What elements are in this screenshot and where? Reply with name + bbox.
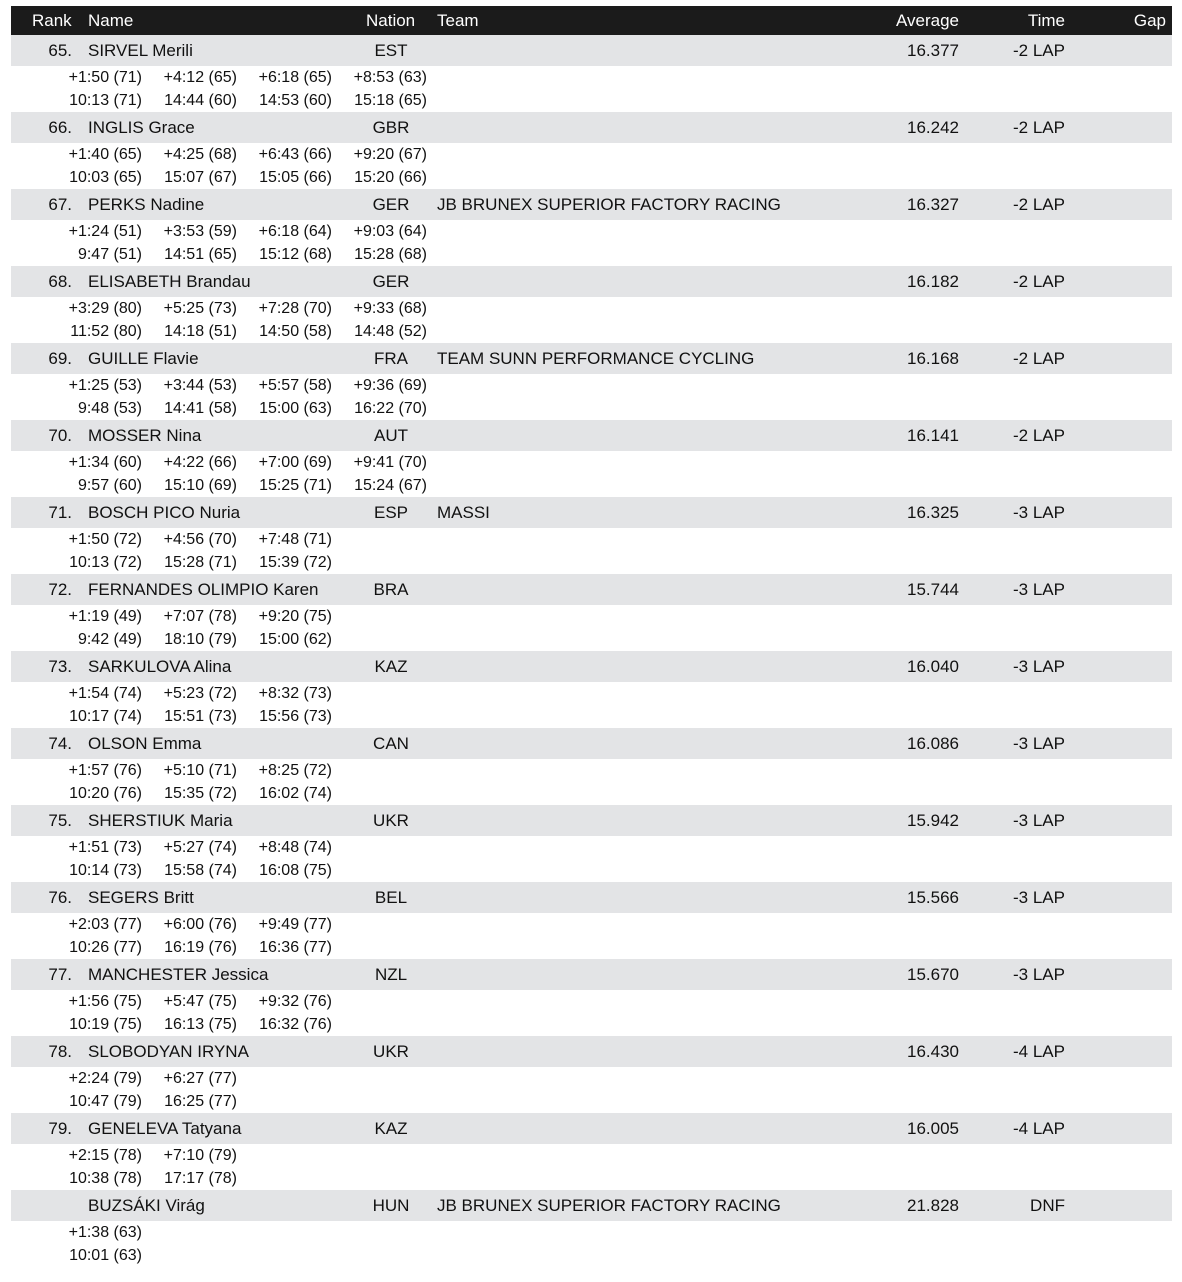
rider-nation: GBR [372, 118, 410, 137]
split-value: +1:19 (49) [68, 608, 142, 625]
split-lap-line [11, 782, 611, 806]
rider-name: MANCHESTER Jessica [88, 965, 269, 984]
split-value: 15:20 (66) [354, 169, 427, 186]
split-value: +4:56 (70) [163, 531, 237, 548]
split-value: +1:50 (71) [68, 69, 142, 86]
table-row [11, 189, 1172, 220]
split-value: 18:10 (79) [164, 631, 237, 648]
split-value: 16:22 (70) [354, 400, 427, 417]
rider-time: -3 LAP [1013, 503, 1065, 522]
rider-entry [11, 574, 1172, 651]
split-value: 14:44 (60) [164, 92, 237, 109]
header-gap: Gap [1133, 11, 1166, 30]
rider-nation: CAN [373, 734, 409, 753]
split-value: 16:25 (77) [164, 1093, 237, 1110]
rider-team: JB BRUNEX SUPERIOR FACTORY RACING [437, 195, 781, 214]
split-value: 15:05 (66) [259, 169, 332, 186]
rider-time: -3 LAP [1013, 734, 1065, 753]
table-row [11, 1113, 1172, 1144]
header-time: Time [1027, 11, 1065, 30]
rider-name: BUZSÁKI Virág [88, 1196, 205, 1215]
split-lap-line [11, 1244, 611, 1268]
rider-time: -2 LAP [1013, 272, 1065, 291]
split-value: +6:18 (64) [258, 223, 332, 240]
split-value: +7:07 (78) [163, 608, 237, 625]
rider-nation: FRA [374, 349, 408, 368]
split-value: +7:10 (79) [163, 1147, 237, 1164]
rider-time: -3 LAP [1013, 888, 1065, 907]
split-value: 15:00 (63) [259, 400, 332, 417]
split-value: 10:13 (72) [69, 554, 142, 571]
split-value: 15:28 (68) [354, 246, 427, 263]
rider-nation: UKR [373, 1042, 409, 1061]
rider-nation: NZL [374, 965, 408, 984]
rider-time: -3 LAP [1013, 580, 1065, 599]
split-gap-line [11, 759, 611, 783]
split-value: +1:57 (76) [68, 762, 142, 779]
split-value: +3:44 (53) [163, 377, 237, 394]
split-value: 15:18 (65) [354, 92, 427, 109]
split-value: +3:53 (59) [163, 223, 237, 240]
split-gap-line [11, 451, 611, 475]
rider-nation: GER [372, 272, 410, 291]
rider-average: 16.005 [907, 1119, 959, 1138]
split-value: +9:41 (70) [353, 454, 427, 471]
split-value: 10:17 (74) [69, 708, 142, 725]
rider-name: GENELEVA Tatyana [88, 1119, 242, 1138]
split-lap-line [11, 1013, 611, 1037]
split-value: 9:57 (60) [77, 477, 142, 494]
split-value: +9:20 (67) [353, 146, 427, 163]
rider-nation: BRA [373, 580, 409, 599]
rider-time: -3 LAP [1013, 657, 1065, 676]
rider-time: -2 LAP [1013, 41, 1065, 60]
split-gap-line [11, 528, 611, 552]
rider-average: 21.828 [907, 1196, 959, 1215]
split-gap-line [11, 66, 611, 90]
rider-rank: 75. [48, 811, 72, 830]
split-gap-line [11, 682, 611, 706]
split-value: +9:03 (64) [353, 223, 427, 240]
split-value: 16:36 (77) [259, 939, 332, 956]
split-value: +6:18 (65) [258, 69, 332, 86]
split-value: 10:47 (79) [69, 1093, 142, 1110]
rider-entry [11, 959, 1172, 1036]
split-value: 10:14 (73) [69, 862, 142, 879]
split-value: +2:15 (78) [68, 1147, 142, 1164]
rider-entry [11, 266, 1172, 343]
split-lap-line [11, 89, 611, 113]
split-value: 14:50 (58) [259, 323, 332, 340]
split-lap-line [11, 936, 611, 960]
split-value: 15:35 (72) [164, 785, 237, 802]
split-value: +5:47 (75) [163, 993, 237, 1010]
split-value: 15:10 (69) [164, 477, 237, 494]
split-gap-line [11, 1144, 611, 1168]
split-value: 14:53 (60) [259, 92, 332, 109]
table-row [11, 1190, 1172, 1221]
rider-rank: 67. [48, 195, 72, 214]
split-lap-line [11, 551, 611, 575]
split-value: 10:01 (63) [69, 1247, 142, 1264]
split-value: 14:48 (52) [354, 323, 427, 340]
split-lap-line [11, 243, 611, 267]
rider-time: -4 LAP [1013, 1119, 1065, 1138]
split-value: +7:28 (70) [258, 300, 332, 317]
split-value: +1:24 (51) [68, 223, 142, 240]
rider-rank: 79. [48, 1119, 72, 1138]
split-gap-line [11, 1221, 611, 1245]
split-value: 16:32 (76) [259, 1016, 332, 1033]
rider-average: 16.242 [907, 118, 959, 137]
split-value: +9:49 (77) [258, 916, 332, 933]
split-lap-line [11, 859, 611, 883]
split-value: +9:36 (69) [353, 377, 427, 394]
rider-entry [11, 805, 1172, 882]
split-value: +5:57 (58) [258, 377, 332, 394]
rider-entry [11, 189, 1172, 266]
split-value: 14:51 (65) [164, 246, 237, 263]
rider-time: -4 LAP [1013, 1042, 1065, 1061]
split-value: 14:18 (51) [164, 323, 237, 340]
rider-rank: 71. [48, 503, 72, 522]
rider-average: 16.141 [907, 426, 959, 445]
rider-rank: 65. [48, 41, 72, 60]
split-value: 15:56 (73) [259, 708, 332, 725]
split-lap-line [11, 474, 611, 498]
split-value: +9:33 (68) [353, 300, 427, 317]
split-value: 10:13 (71) [69, 92, 142, 109]
rider-entry [11, 882, 1172, 959]
rider-rank: 70. [48, 426, 72, 445]
rider-rank: 66. [48, 118, 72, 137]
header-average: Average [895, 11, 959, 30]
split-value: 10:20 (76) [69, 785, 142, 802]
rider-nation: GER [372, 195, 410, 214]
split-value: 14:41 (58) [164, 400, 237, 417]
split-value: +3:29 (80) [68, 300, 142, 317]
rider-name: INGLIS Grace [88, 118, 195, 137]
rider-entry [11, 420, 1172, 497]
split-value: +1:54 (74) [68, 685, 142, 702]
split-value: 15:07 (67) [164, 169, 237, 186]
rider-rank: 78. [48, 1042, 72, 1061]
split-value: +1:50 (72) [68, 531, 142, 548]
rider-entry [11, 343, 1172, 420]
table-row [11, 1036, 1172, 1067]
split-value: +6:00 (76) [163, 916, 237, 933]
rider-average: 16.040 [907, 657, 959, 676]
split-gap-line [11, 990, 611, 1014]
split-lap-line [11, 166, 611, 190]
rider-team: MASSI [437, 503, 490, 522]
rider-name: PERKS Nadine [88, 195, 205, 214]
header-name: Name [88, 11, 134, 30]
split-value: +1:38 (63) [68, 1224, 142, 1241]
table-row [11, 805, 1172, 836]
split-value: +6:27 (77) [163, 1070, 237, 1087]
rider-time: -2 LAP [1013, 195, 1065, 214]
split-value: 10:19 (75) [69, 1016, 142, 1033]
split-value: +9:20 (75) [258, 608, 332, 625]
split-gap-line [11, 143, 611, 167]
split-value: +4:12 (65) [163, 69, 237, 86]
split-value: +9:32 (76) [258, 993, 332, 1010]
split-value: +1:25 (53) [68, 377, 142, 394]
rider-team: JB BRUNEX SUPERIOR FACTORY RACING [437, 1196, 781, 1215]
split-value: 16:02 (74) [259, 785, 332, 802]
split-value: 15:24 (67) [354, 477, 427, 494]
split-lap-line [11, 1167, 611, 1191]
rider-time: -2 LAP [1013, 426, 1065, 445]
split-value: 15:51 (73) [164, 708, 237, 725]
split-gap-line [11, 913, 611, 937]
split-gap-line [11, 836, 611, 860]
split-value: 15:39 (72) [259, 554, 332, 571]
split-lap-line [11, 1090, 611, 1114]
split-value: +4:25 (68) [163, 146, 237, 163]
rider-name: FERNANDES OLIMPIO Karen [88, 580, 319, 599]
split-value: 15:12 (68) [259, 246, 332, 263]
rider-time: -2 LAP [1013, 118, 1065, 137]
split-value: 15:58 (74) [164, 862, 237, 879]
split-value: +8:48 (74) [258, 839, 332, 856]
rider-time: -3 LAP [1013, 811, 1065, 830]
split-value: 16:08 (75) [259, 862, 332, 879]
table-row [11, 959, 1172, 990]
rider-nation: KAZ [374, 1119, 408, 1138]
rider-rank: 69. [48, 349, 72, 368]
split-gap-line [11, 220, 611, 244]
rider-nation: UKR [373, 811, 409, 830]
rider-time: DNF [1030, 1196, 1065, 1215]
table-row [11, 882, 1172, 913]
split-lap-line [11, 320, 611, 344]
split-value: +2:24 (79) [68, 1070, 142, 1087]
rider-rank: 73. [48, 657, 72, 676]
rider-time: -3 LAP [1013, 965, 1065, 984]
rider-average: 16.182 [907, 272, 959, 291]
results-header [11, 6, 1172, 35]
split-gap-line [11, 374, 611, 398]
split-value: 17:17 (78) [164, 1170, 237, 1187]
rider-average: 16.377 [907, 41, 959, 60]
rider-nation: HUN [372, 1196, 410, 1215]
rider-name: SHERSTIUK Maria [88, 811, 233, 830]
rider-average: 15.670 [907, 965, 959, 984]
split-value: +1:34 (60) [68, 454, 142, 471]
split-value: 9:42 (49) [77, 631, 142, 648]
split-value: +5:23 (72) [163, 685, 237, 702]
split-value: +5:10 (71) [163, 762, 237, 779]
split-value: +5:25 (73) [163, 300, 237, 317]
split-value: 9:48 (53) [77, 400, 142, 417]
rider-entry [11, 497, 1172, 574]
rider-nation: AUT [374, 426, 408, 445]
rider-name: SIRVEL Merili [88, 41, 193, 60]
split-value: +7:00 (69) [258, 454, 332, 471]
split-value: 9:47 (51) [77, 246, 142, 263]
rider-name: MOSSER Nina [88, 426, 202, 445]
split-value: +8:32 (73) [258, 685, 332, 702]
rider-name: SEGERS Britt [88, 888, 194, 907]
rider-rank: 74. [48, 734, 72, 753]
split-value: +1:51 (73) [68, 839, 142, 856]
split-value: +6:43 (66) [258, 146, 332, 163]
rider-entry [11, 728, 1172, 805]
rider-name: OLSON Emma [88, 734, 202, 753]
split-value: +8:53 (63) [353, 69, 427, 86]
rider-entry [11, 1036, 1172, 1113]
split-gap-line [11, 605, 611, 629]
split-gap-line [11, 297, 611, 321]
rider-average: 16.168 [907, 349, 959, 368]
table-row [11, 343, 1172, 374]
rider-nation: EST [374, 41, 408, 60]
rider-nation: KAZ [374, 657, 408, 676]
rider-entry [11, 651, 1172, 728]
rider-entry [11, 35, 1172, 112]
split-value: 15:25 (71) [259, 477, 332, 494]
rider-rank: 77. [48, 965, 72, 984]
rider-rank: 72. [48, 580, 72, 599]
rider-average: 16.325 [907, 503, 959, 522]
rider-nation: BEL [374, 888, 408, 907]
table-row [11, 497, 1172, 528]
header-nation: Nation [366, 11, 416, 30]
table-row [11, 35, 1172, 66]
split-value: 11:52 (80) [70, 323, 142, 340]
rider-average: 16.327 [907, 195, 959, 214]
table-row [11, 112, 1172, 143]
split-value: +1:56 (75) [68, 993, 142, 1010]
rider-nation: ESP [373, 503, 409, 522]
rider-entry [11, 112, 1172, 189]
rider-entry [11, 1113, 1172, 1190]
table-row [11, 574, 1172, 605]
split-value: 16:13 (75) [164, 1016, 237, 1033]
header-rank: Rank [32, 11, 72, 30]
split-gap-line [11, 1067, 611, 1091]
rider-rank: 68. [48, 272, 72, 291]
split-value: +4:22 (66) [163, 454, 237, 471]
split-value: 15:28 (71) [164, 554, 237, 571]
rider-name: GUILLE Flavie [88, 349, 199, 368]
split-lap-line [11, 628, 611, 652]
rider-rank: 76. [48, 888, 72, 907]
rider-average: 15.744 [907, 580, 959, 599]
split-value: 10:38 (78) [69, 1170, 142, 1187]
table-row [11, 651, 1172, 682]
split-value: 10:03 (65) [69, 169, 142, 186]
split-value: +5:27 (74) [163, 839, 237, 856]
rider-average: 16.086 [907, 734, 959, 753]
split-value: +2:03 (77) [68, 916, 142, 933]
split-value: +1:40 (65) [68, 146, 142, 163]
rider-average: 15.566 [907, 888, 959, 907]
rider-entry [11, 1190, 1172, 1267]
split-lap-line [11, 705, 611, 729]
split-value: 10:26 (77) [69, 939, 142, 956]
table-row [11, 420, 1172, 451]
split-value: 16:19 (76) [164, 939, 237, 956]
table-row [11, 266, 1172, 297]
split-value: +7:48 (71) [258, 531, 332, 548]
rider-name: SARKULOVA Alina [88, 657, 232, 676]
split-value: 15:00 (62) [259, 631, 332, 648]
rider-name: SLOBODYAN IRYNA [88, 1042, 249, 1061]
results-list [11, 35, 1172, 1267]
rider-name: ELISABETH Brandau [88, 272, 251, 291]
rider-team: TEAM SUNN PERFORMANCE CYCLING [437, 349, 755, 368]
split-value: +8:25 (72) [258, 762, 332, 779]
rider-average: 16.430 [907, 1042, 959, 1061]
table-row [11, 728, 1172, 759]
split-lap-line [11, 397, 611, 421]
header-team: Team [437, 11, 479, 30]
rider-name: BOSCH PICO Nuria [88, 503, 241, 522]
rider-time: -2 LAP [1013, 349, 1065, 368]
rider-average: 15.942 [907, 811, 959, 830]
